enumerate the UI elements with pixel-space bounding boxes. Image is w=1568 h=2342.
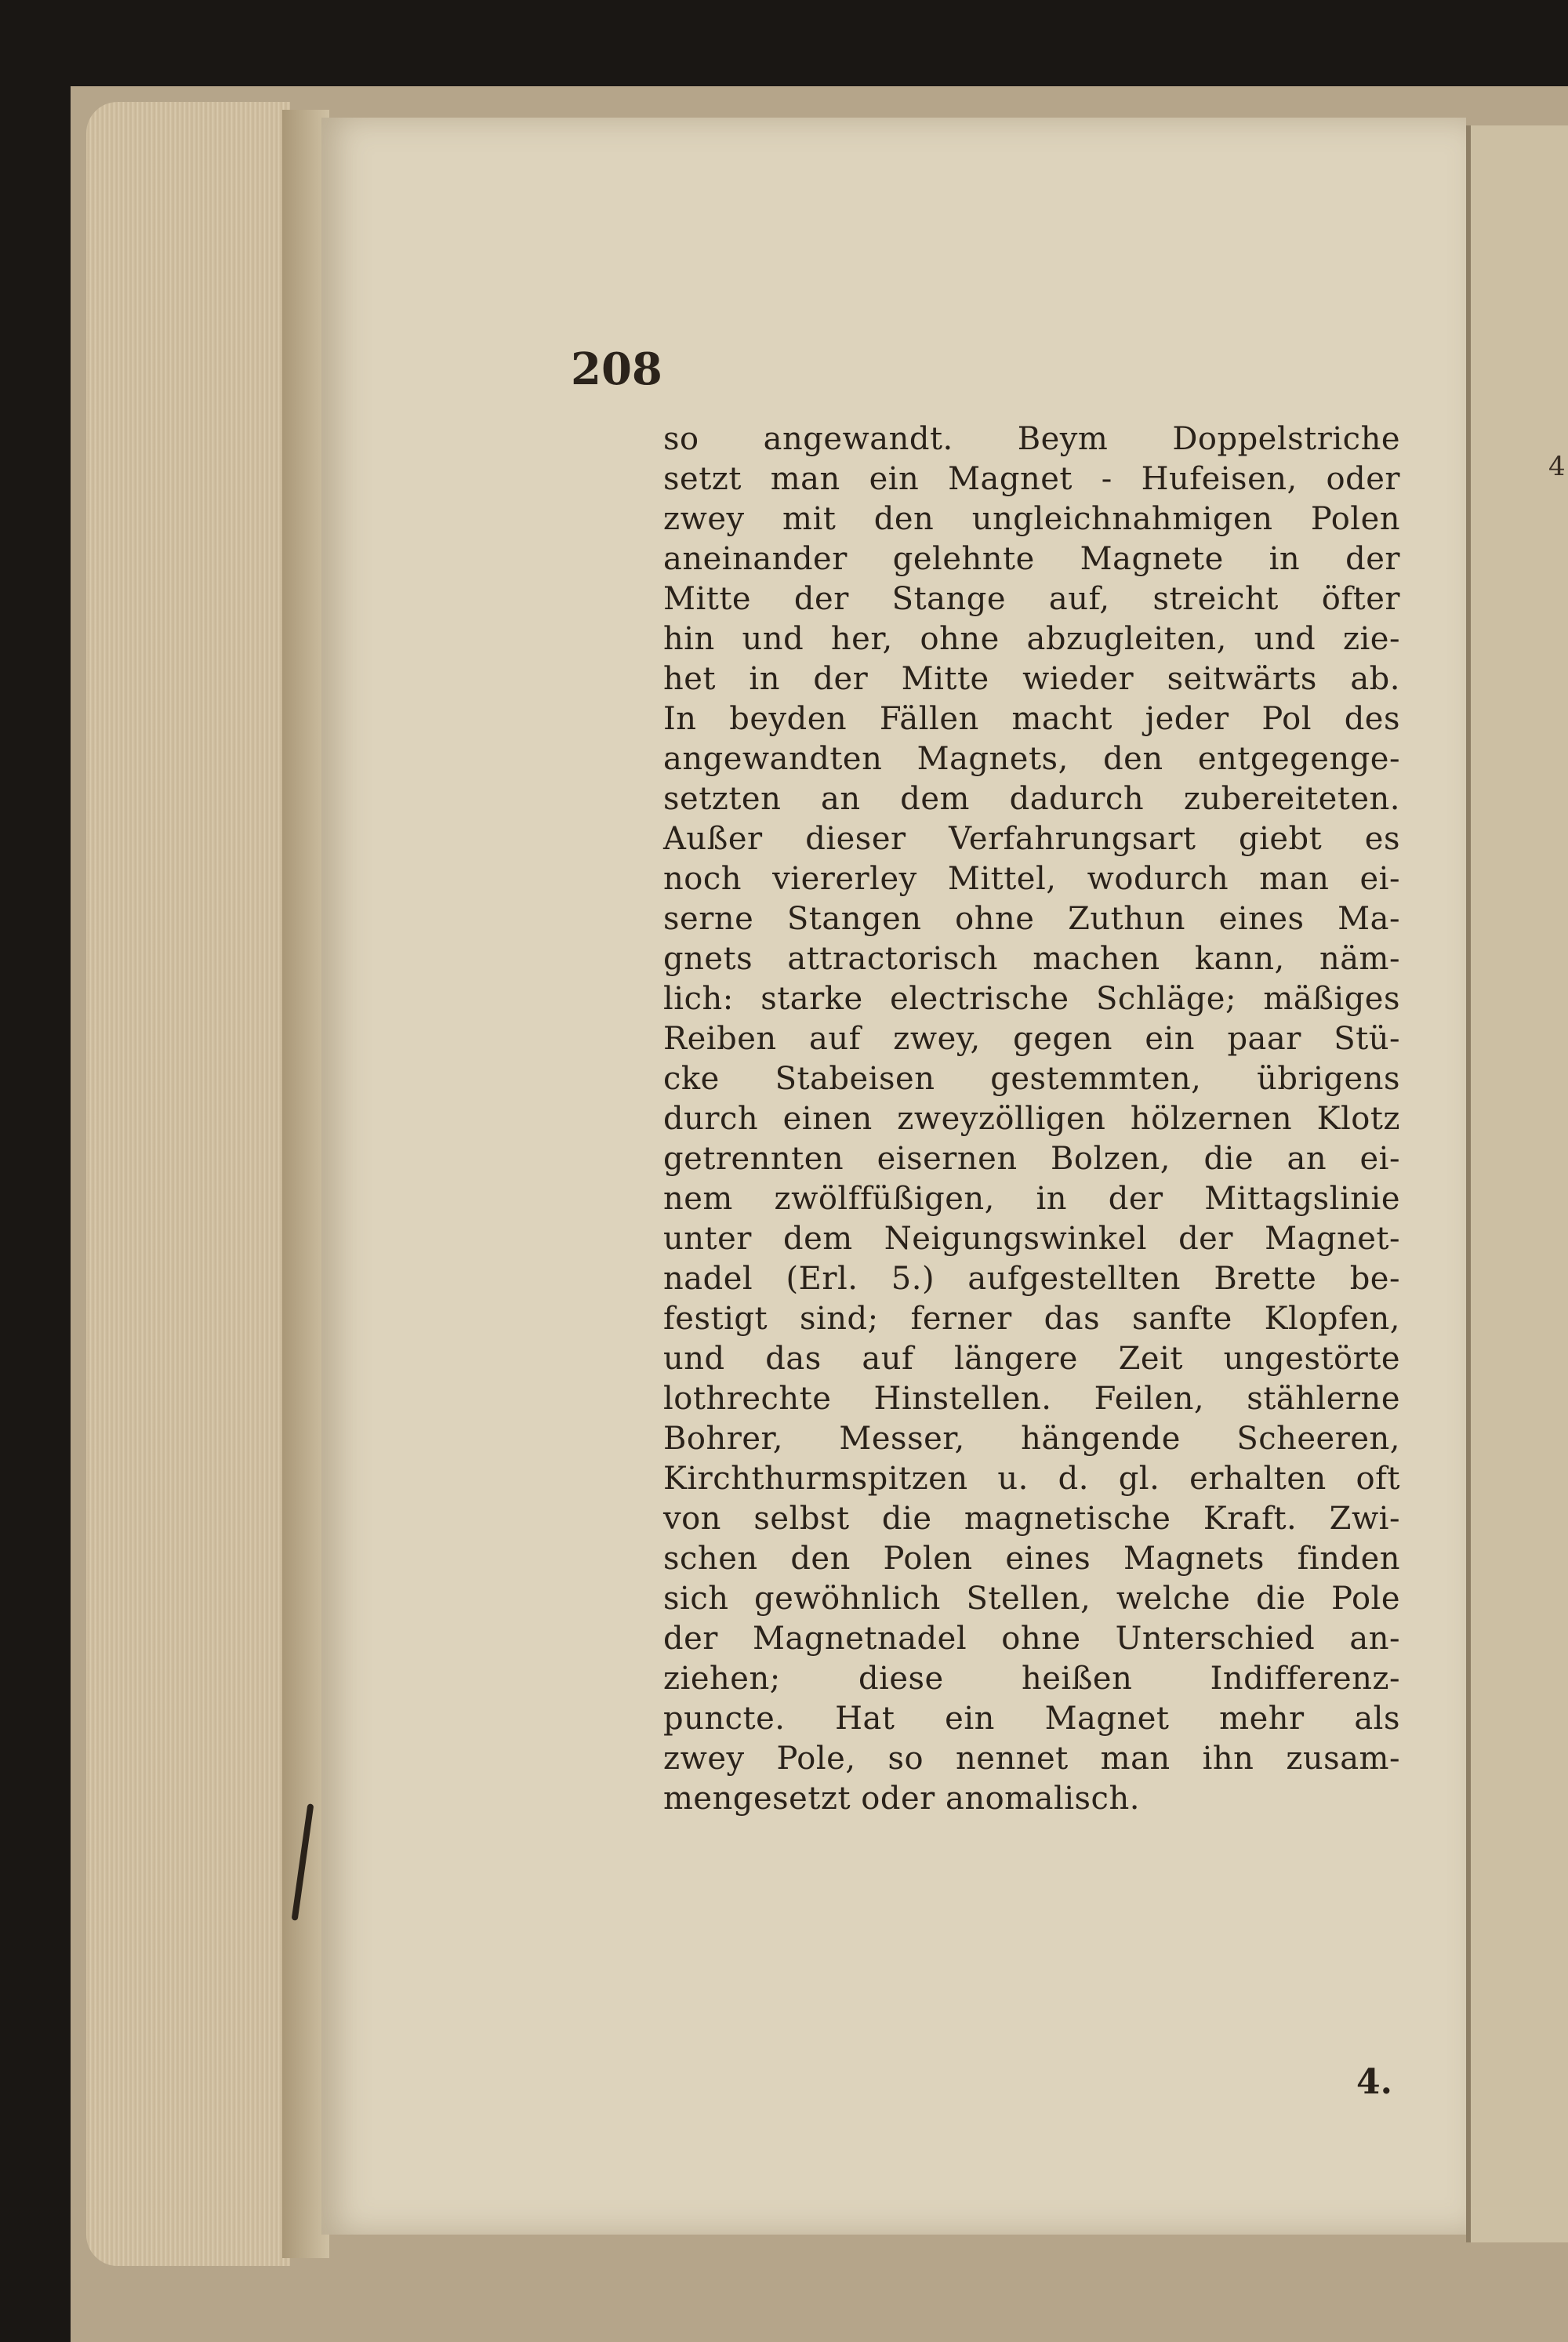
text-line: In beyden Fällen macht jeder Pol des	[663, 701, 1400, 737]
text-line: schen den Polen eines Magnets finden	[663, 1541, 1400, 1577]
text-line: Mitte der Stange auf, streicht öfter	[663, 581, 1400, 617]
text-line: lothrechte Hinstellen. Feilen, stählerne	[663, 1381, 1400, 1417]
text-line: noch viererley Mittel, wodurch man ei-	[663, 861, 1400, 897]
text-line: setzten an dem dadurch zubereiteten.	[663, 781, 1400, 817]
text-line: getrennten eisernen Bolzen, die an ei-	[663, 1141, 1400, 1177]
text-line: lich: starke electrische Schläge; mäßiges	[663, 981, 1400, 1017]
right-page-edge	[1466, 125, 1568, 2242]
text-line: nadel (Erl. 5.) aufgestellten Brette be-	[663, 1261, 1400, 1297]
text-line: Bohrer, Messer, hängende Scheeren,	[663, 1421, 1400, 1457]
catchword: 4.	[1356, 2062, 1392, 2102]
text-line: zwey mit den ungleichnahmigen Polen	[663, 501, 1400, 537]
text-line: gnets attractorisch machen kann, näm-	[663, 941, 1400, 977]
text-line: puncte. Hat ein Magnet mehr als	[663, 1701, 1400, 1737]
text-line: ziehen; diese heißen Indifferenz-	[663, 1661, 1400, 1697]
page-edges	[86, 102, 290, 2266]
text-line: angewandten Magnets, den entgegenge-	[663, 741, 1400, 777]
text-line: unter dem Neigungswinkel der Magnet-	[663, 1221, 1400, 1257]
text-line: zwey Pole, so nennet man ihn zusam-	[663, 1741, 1400, 1777]
text-line: Reiben auf zwey, gegen ein paar Stü-	[663, 1021, 1400, 1057]
text-line: mengesetzt oder anomalisch.	[663, 1781, 1140, 1817]
text-line: Kirchthurmspitzen u. d. gl. erhalten oft	[663, 1461, 1400, 1497]
text-line: sich gewöhnlich Stellen, welche die Pole	[663, 1581, 1400, 1617]
text-line: so angewandt. Beym Doppelstriche	[663, 421, 1400, 457]
text-line: Außer dieser Verfahrungsart giebt es	[663, 821, 1400, 857]
text-line: und das auf längere Zeit ungestörte	[663, 1341, 1400, 1377]
text-line: der Magnetnadel ohne Unterschied an-	[663, 1621, 1400, 1657]
page-number: 208	[571, 343, 662, 395]
text-line: cke Stabeisen gestemmten, übrigens	[663, 1061, 1400, 1097]
text-line: serne Stangen ohne Zuthun eines Ma-	[663, 901, 1400, 937]
text-line: durch einen zweyzölligen hölzernen Klotz	[663, 1101, 1400, 1137]
text-line: nem zwölffüßigen, in der Mittagslinie	[663, 1181, 1400, 1217]
text-line: het in der Mitte wieder seitwärts ab.	[663, 661, 1400, 697]
body-text	[663, 419, 1400, 1819]
right-page-edge-mark: 4	[1548, 451, 1566, 482]
text-line: aneinander gelehnte Magnete in der	[663, 541, 1400, 577]
text-line: hin und her, ohne abzugleiten, und zie-	[663, 621, 1400, 657]
text-line: von selbst die magnetische Kraft. Zwi-	[663, 1501, 1400, 1537]
text-line: festigt sind; ferner das sanfte Klopfen,	[663, 1301, 1400, 1337]
text-line: setzt man ein Magnet - Hufeisen, oder	[663, 461, 1400, 497]
